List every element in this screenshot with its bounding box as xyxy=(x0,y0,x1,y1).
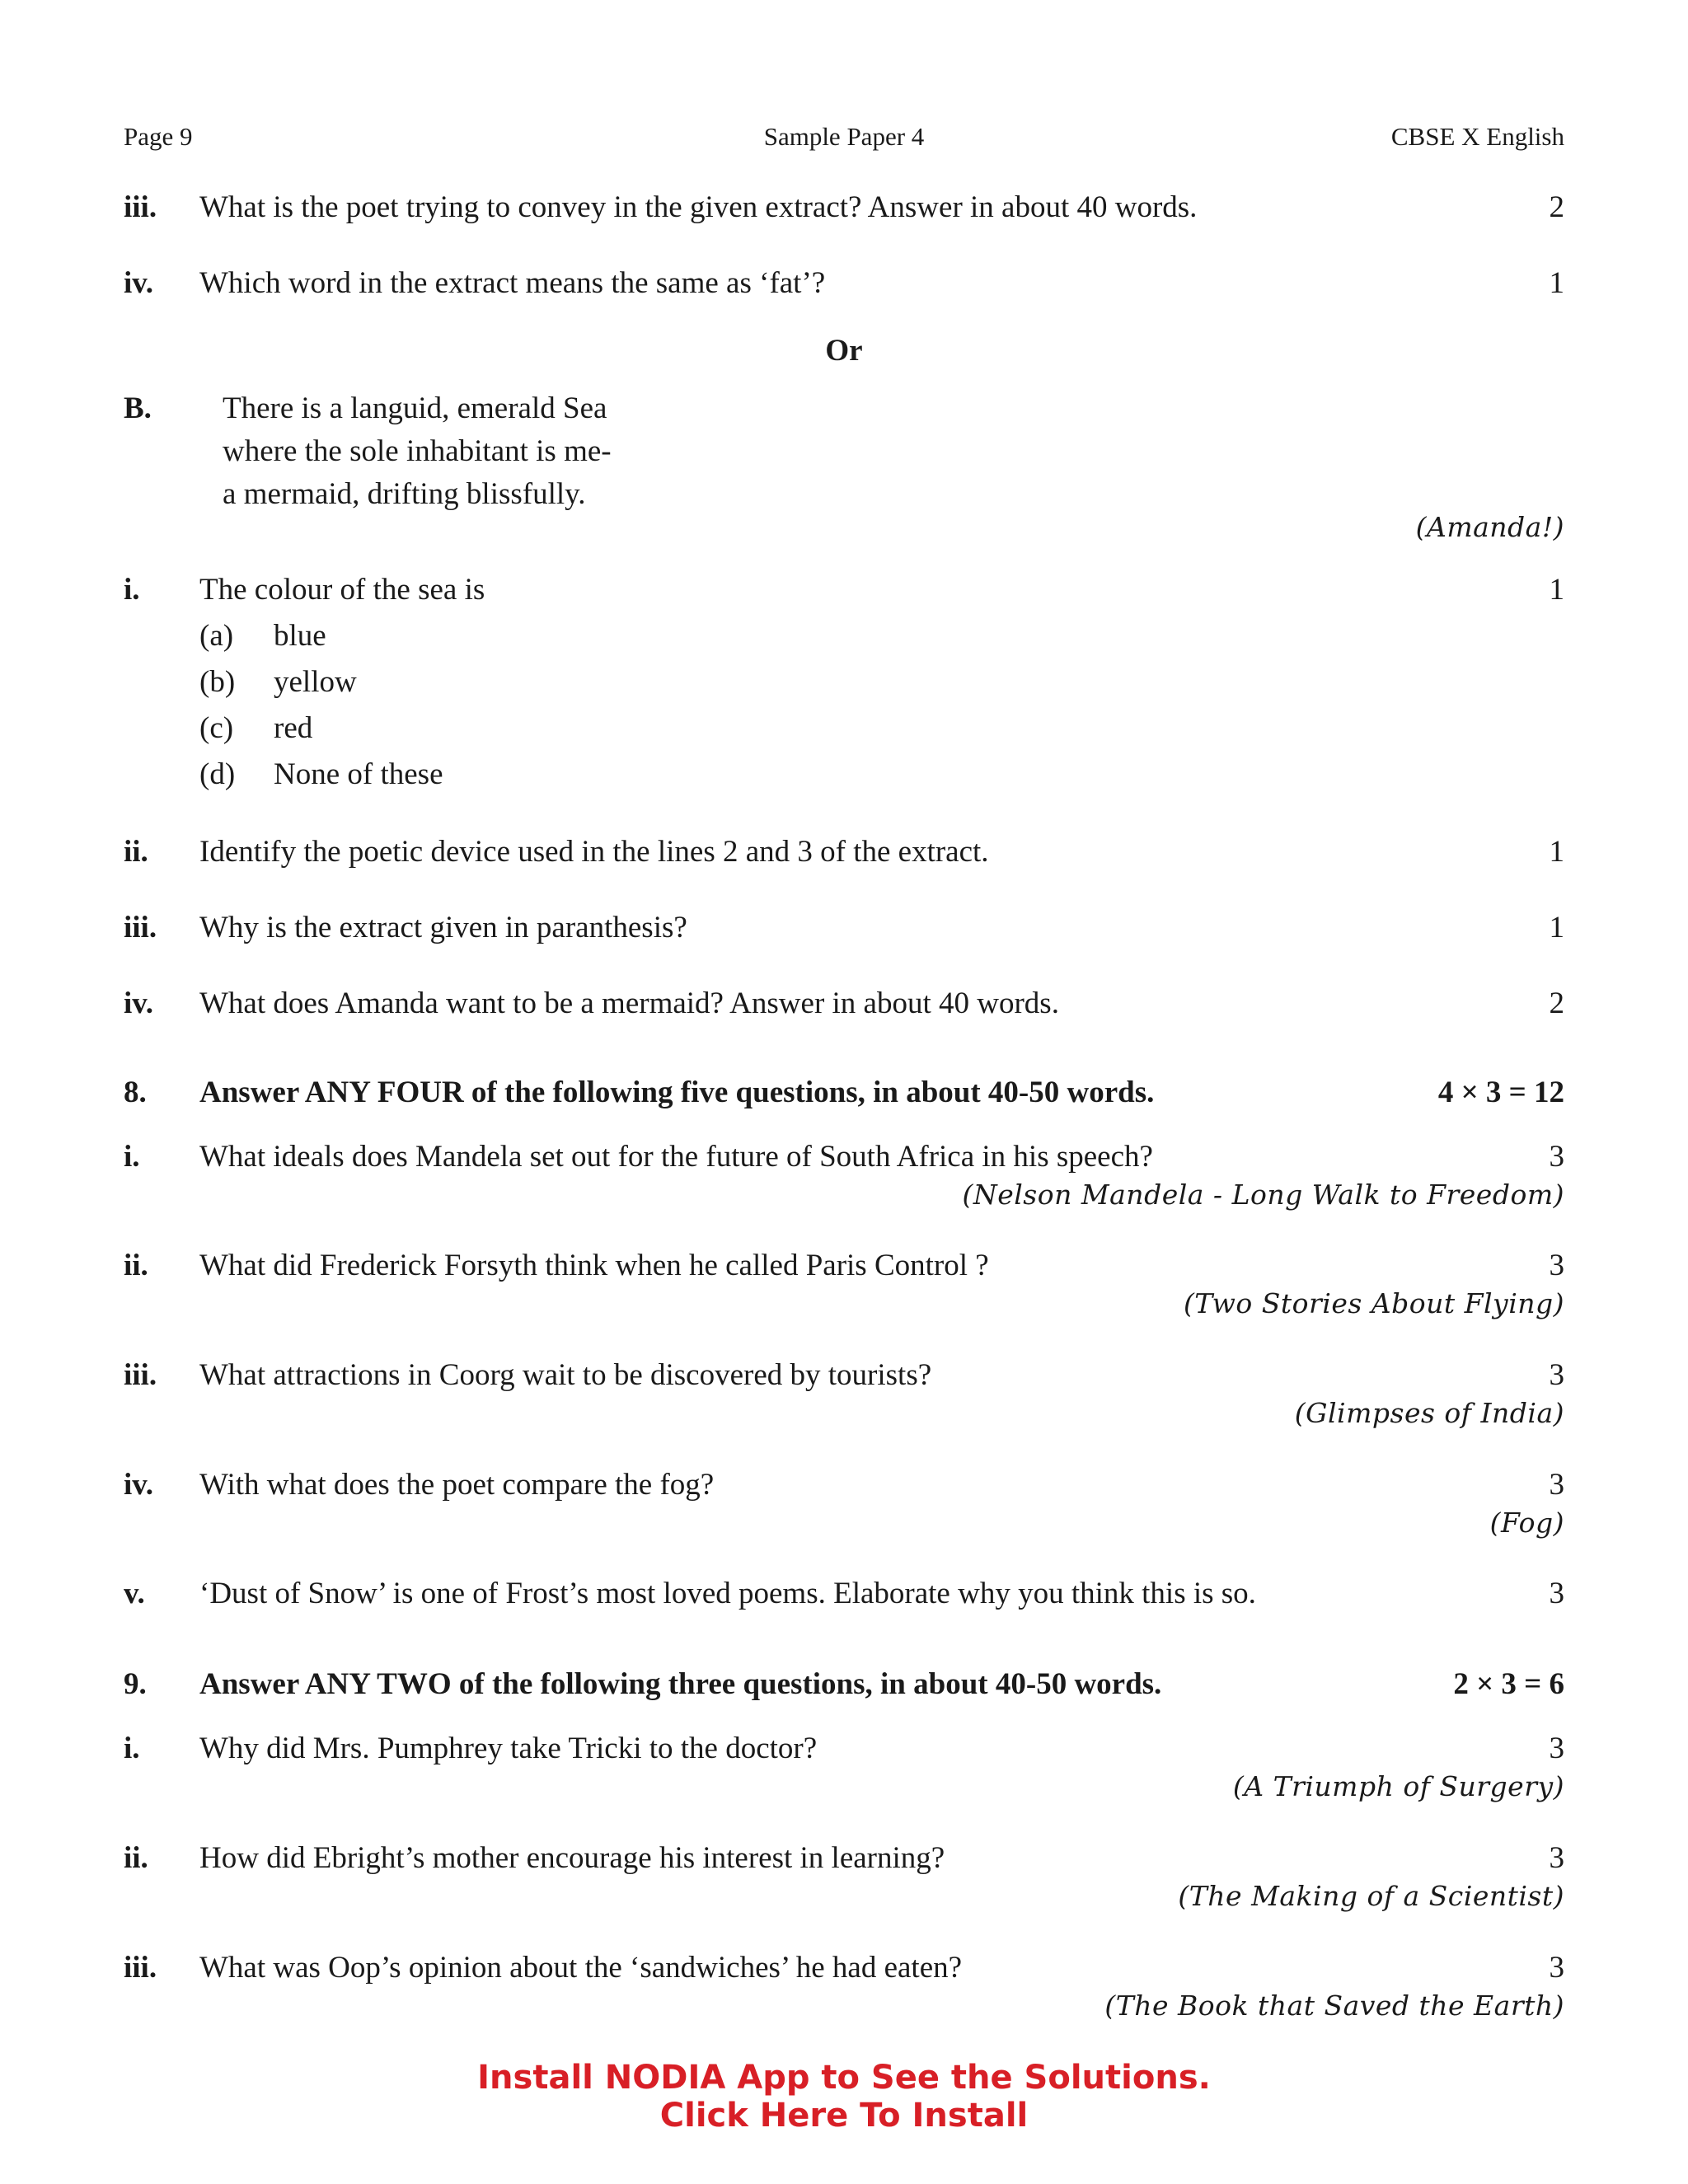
question-marks: 3 xyxy=(1549,1577,1564,1610)
question-text: What does Amanda want to be a mermaid? Answer in about 40 words. xyxy=(199,987,1059,1020)
option-item xyxy=(199,753,443,796)
question-text: What attractions in Coorg wait to be discovered by tourists? xyxy=(199,1358,932,1392)
option-label: (a) xyxy=(199,619,234,653)
question-text: With what does the poet compare the fog? xyxy=(199,1468,715,1502)
click-to-install-link[interactable]: Click Here To Install xyxy=(659,2097,1029,2135)
option-label: (d) xyxy=(199,757,236,791)
question-number: i. xyxy=(124,573,140,607)
page-number: Page 9 xyxy=(124,122,193,151)
option-text: yellow xyxy=(274,665,357,699)
question-number: ii. xyxy=(124,1841,148,1875)
option-text: None of these xyxy=(274,757,443,791)
option-item xyxy=(199,661,357,704)
question-source: (Two Stories About Flying) xyxy=(1183,1287,1564,1319)
question-text: Answer ANY TWO of the following three questions, in about 40-50 words. xyxy=(199,1667,1162,1701)
question-text: ‘Dust of Snow’ is one of Frost’s most loved poems. Elaborate why you think this is so. xyxy=(199,1577,1256,1610)
option-label: (c) xyxy=(199,711,234,745)
section-label: B. xyxy=(124,391,152,425)
question-number: 9. xyxy=(124,1667,147,1701)
question-marks: 3 xyxy=(1549,1140,1564,1174)
option-item xyxy=(199,615,326,658)
install-line[interactable]: Install NODIA App to See the Solutions. xyxy=(477,2059,1211,2097)
option-text: blue xyxy=(274,619,326,653)
paper-title: Sample Paper 4 xyxy=(763,122,925,151)
question-number: iv. xyxy=(124,1468,153,1502)
question-text: Why is the extract given in paranthesis? xyxy=(199,911,687,944)
question-number: iii. xyxy=(124,1951,157,1985)
question-text: What was Oop’s opinion about the ‘sandwiches’ he had eaten? xyxy=(199,1951,963,1985)
question-number: ii. xyxy=(124,1249,148,1282)
question-marks: 3 xyxy=(1549,1732,1564,1765)
question-source: (Fog) xyxy=(1489,1507,1564,1539)
option-label: (b) xyxy=(199,665,236,699)
question-number: ii. xyxy=(124,835,148,869)
question-marks: 3 xyxy=(1549,1358,1564,1392)
question-marks: 3 xyxy=(1549,1249,1564,1282)
question-marks: 3 xyxy=(1549,1951,1564,1985)
question-source: (A Triumph of Surgery) xyxy=(1232,1770,1564,1802)
question-marks: 3 xyxy=(1549,1841,1564,1875)
poem-source: (Amanda!) xyxy=(1415,511,1564,543)
question-marks: 2 × 3 = 6 xyxy=(1453,1667,1564,1701)
question-marks: 3 xyxy=(1549,1468,1564,1502)
question-marks: 4 × 3 = 12 xyxy=(1437,1076,1564,1109)
poem-line: where the sole inhabitant is me- xyxy=(223,434,612,468)
question-text: What ideals does Mandela set out for the future of South Africa in his speech? xyxy=(199,1140,1153,1174)
poem-extract xyxy=(223,387,612,516)
question-source: (The Book that Saved the Earth) xyxy=(1104,1990,1564,2022)
question-number: i. xyxy=(124,1140,140,1174)
question-text: Which word in the extract means the same as ‘fat’? xyxy=(199,266,826,300)
or-separator: Or xyxy=(825,334,863,368)
question-text: The colour of the sea is xyxy=(199,573,485,607)
poem-line: a mermaid, drifting blissfully. xyxy=(223,477,586,511)
question-text: Why did Mrs. Pumphrey take Tricki to the doctor? xyxy=(199,1732,818,1765)
question-number: iv. xyxy=(124,987,153,1020)
question-text: What did Frederick Forsyth think when he called Paris Control ? xyxy=(199,1249,989,1282)
question-number: iii. xyxy=(124,190,157,224)
question-source: (The Making of a Scientist) xyxy=(1178,1880,1564,1912)
option-item xyxy=(199,707,312,750)
question-marks: 1 xyxy=(1549,911,1564,944)
question-number: iii. xyxy=(124,911,157,944)
question-text: Identify the poetic device used in the lines 2 and 3 of the extract. xyxy=(199,835,989,869)
option-text: red xyxy=(274,711,313,745)
question-text: How did Ebright’s mother encourage his interest in learning? xyxy=(199,1841,945,1875)
question-marks: 1 xyxy=(1549,835,1564,869)
question-marks: 2 xyxy=(1549,987,1564,1020)
poem-line: There is a languid, emerald Sea xyxy=(223,391,607,425)
question-number: i. xyxy=(124,1732,140,1765)
page-header xyxy=(124,122,1564,152)
question-source: (Nelson Mandela - Long Walk to Freedom) xyxy=(962,1179,1564,1211)
question-marks: 2 xyxy=(1549,190,1564,224)
question-number: iii. xyxy=(124,1358,157,1392)
question-marks: 1 xyxy=(1549,573,1564,607)
question-marks: 1 xyxy=(1549,266,1564,300)
question-text: Answer ANY FOUR of the following five questions, in about 40-50 words. xyxy=(199,1076,1155,1109)
question-number: v. xyxy=(124,1577,145,1610)
question-text: What is the poet trying to convey in the given extract? Answer in about 40 words. xyxy=(199,190,1198,224)
question-number: iv. xyxy=(124,266,153,300)
install-app-link[interactable] xyxy=(0,2059,1688,2135)
question-source: (Glimpses of India) xyxy=(1294,1397,1564,1429)
question-number: 8. xyxy=(124,1076,147,1109)
subject-label: CBSE X English xyxy=(1390,122,1564,151)
